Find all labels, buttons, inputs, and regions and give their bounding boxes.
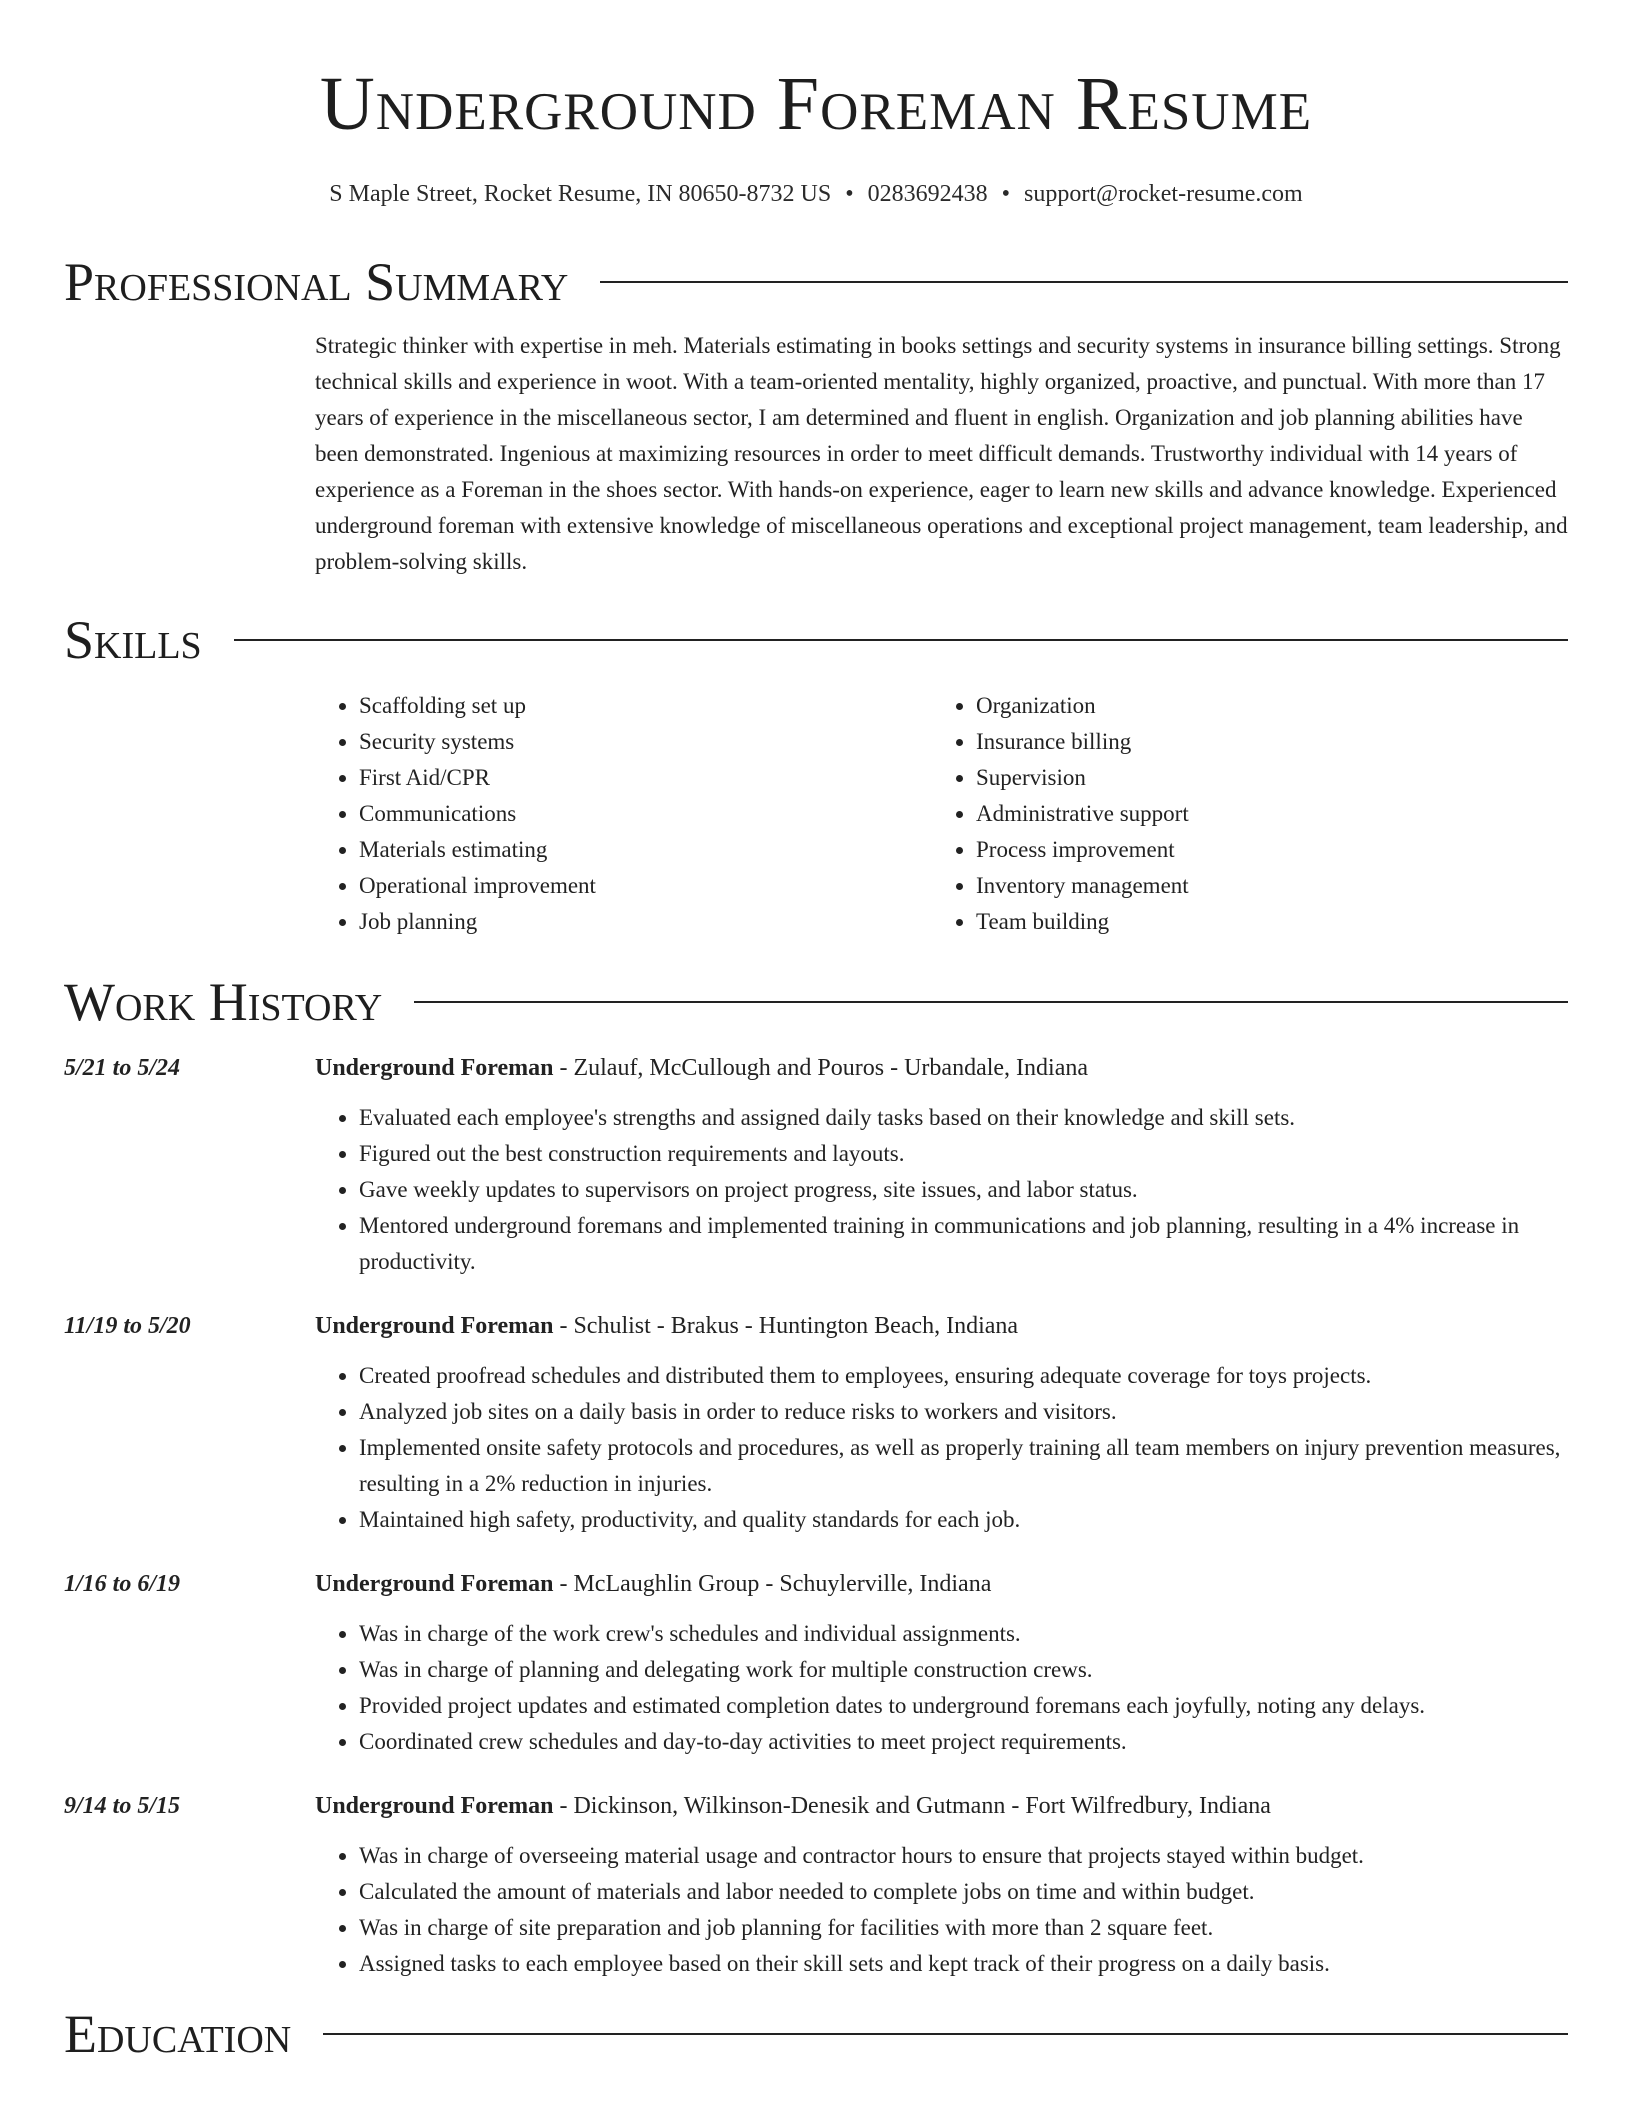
skills-column-right bbox=[932, 688, 1549, 940]
skill-item: • Security systems bbox=[359, 724, 932, 760]
section-divider bbox=[600, 281, 1568, 283]
skill-item: • Inventory management bbox=[976, 868, 1549, 904]
job-dates: 11/19 to 5/20 bbox=[64, 1313, 191, 1339]
job-body bbox=[315, 1308, 1568, 1538]
skill-item: • Operational improvement bbox=[359, 868, 932, 904]
job-employer: - Dickinson, Wilkinson-Denesik and Gutmann - Fort Wilfredbury, Indiana bbox=[553, 1793, 1271, 1819]
skill-item: • Organization bbox=[976, 688, 1549, 724]
summary-text: Strategic thinker with expertise in meh. Materials estimating in books settings and security systems in insurance billing settings. Strong technical skills and experience in woot. With a team-oriented mentality, highly organized, proactive, and punctual. With more than 17 years of experience in the miscellaneous sector, I am determined and fluent in english. Organization and job planning abilities have been demonstrated. Ingenious at maximizing resources in order to meet difficult demands. Trustworthy individual with 14 years of experience as a Foreman in the shoes sector. With hands-on experience, eager to learn new skills and advance knowledge. Experienced underground foreman with extensive knowledge of miscellaneous operations and exceptional project management, team leadership, and problem-solving skills. bbox=[315, 333, 1568, 574]
job-dates: 5/21 to 5/24 bbox=[64, 1055, 181, 1081]
contact-address: S Maple Street, Rocket Resume, IN 80650-8732 US bbox=[329, 181, 832, 207]
work-section-header bbox=[64, 968, 1568, 1036]
job-body bbox=[315, 1788, 1568, 1982]
skill-item: • Insurance billing bbox=[976, 724, 1549, 760]
skill-item: • Supervision bbox=[976, 760, 1549, 796]
skills-column-left bbox=[315, 688, 932, 940]
summary-section bbox=[315, 328, 1568, 580]
section-divider bbox=[414, 1001, 1568, 1003]
job-employer: - Zulauf, McCullough and Pouros - Urbandale, Indiana bbox=[553, 1055, 1089, 1081]
job-bullets bbox=[315, 1358, 1568, 1538]
job-bullet: • Gave weekly updates to supervisors on project progress, site issues, and labor status. bbox=[359, 1172, 1568, 1208]
skill-item: • Scaffolding set up bbox=[359, 688, 932, 724]
skill-item: • Administrative support bbox=[976, 796, 1549, 832]
job-bullet: • Analyzed job sites on a daily basis in order to reduce risks to workers and visitors. bbox=[359, 1394, 1568, 1430]
job-dates: 9/14 to 5/15 bbox=[64, 1793, 181, 1819]
education-heading: Education bbox=[64, 2004, 292, 2064]
job-bullet: • Implemented onsite safety protocols and procedures, as well as properly training all team members on injury prevention measures, resulting in a 2% reduction in injuries. bbox=[359, 1430, 1568, 1502]
job-title-line bbox=[315, 1566, 1568, 1602]
job-bullet: • Was in charge of overseeing material usage and contractor hours to ensure that projects stayed within budget. bbox=[359, 1838, 1568, 1874]
job-role: Underground Foreman bbox=[315, 1571, 554, 1597]
contact-separator: • bbox=[1001, 181, 1011, 207]
job-body bbox=[315, 1566, 1568, 1760]
job-entry bbox=[64, 1308, 1568, 1538]
skill-item: • First Aid/CPR bbox=[359, 760, 932, 796]
job-bullets bbox=[315, 1100, 1568, 1280]
job-bullet: • Maintained high safety, productivity, and quality standards for each job. bbox=[359, 1502, 1568, 1538]
job-title-line bbox=[315, 1308, 1568, 1344]
skills-section bbox=[315, 688, 1568, 940]
resume-page bbox=[64, 0, 1568, 2068]
job-bullet: • Assigned tasks to each employee based on their skill sets and kept track of their progress on a daily basis. bbox=[359, 1946, 1568, 1982]
section-divider bbox=[234, 639, 1568, 641]
work-heading: Work History bbox=[64, 972, 383, 1032]
job-entry bbox=[64, 1050, 1568, 1280]
job-bullet: • Provided project updates and estimated completion dates to underground foremans each joyfully, noting any delays. bbox=[359, 1688, 1568, 1724]
job-bullet: • Mentored underground foremans and implemented training in communications and job planning, resulting in a 4% increase in productivity. bbox=[359, 1208, 1568, 1280]
skill-item: • Team building bbox=[976, 904, 1549, 940]
section-divider bbox=[323, 2033, 1568, 2035]
job-bullet: • Calculated the amount of materials and labor needed to complete jobs on time and within budget. bbox=[359, 1874, 1568, 1910]
job-entry bbox=[64, 1788, 1568, 1982]
job-bullet: • Was in charge of site preparation and job planning for facilities with more than 2 square feet. bbox=[359, 1910, 1568, 1946]
summary-section-header bbox=[64, 248, 1568, 316]
contact-separator: • bbox=[845, 181, 854, 207]
contact-line bbox=[64, 178, 1568, 210]
skills-heading: Skills bbox=[64, 610, 202, 670]
job-bullet: • Evaluated each employee's strengths and assigned daily tasks based on their knowledge and skill sets. bbox=[359, 1100, 1568, 1136]
education-section-header bbox=[64, 2000, 1568, 2068]
job-bullets bbox=[315, 1616, 1568, 1760]
job-bullet: • Figured out the best construction requirements and layouts. bbox=[359, 1136, 1568, 1172]
job-bullets bbox=[315, 1838, 1568, 1982]
job-dates: 1/16 to 6/19 bbox=[64, 1571, 181, 1597]
job-bullet: • Was in charge of the work crew's schedules and individual assignments. bbox=[359, 1616, 1568, 1652]
job-role: Underground Foreman bbox=[315, 1055, 554, 1081]
skill-item: • Process improvement bbox=[976, 832, 1549, 868]
job-entry bbox=[64, 1566, 1568, 1760]
contact-email: support@rocket-resume.com bbox=[1024, 181, 1303, 207]
resume-title: Underground Foreman Resume bbox=[319, 62, 1313, 146]
job-bullet: • Coordinated crew schedules and day-to-day activities to meet project requirements. bbox=[359, 1724, 1568, 1760]
skills-list bbox=[315, 688, 1568, 940]
job-bullet: • Created proofread schedules and distributed them to employees, ensuring adequate coverage for toys projects. bbox=[359, 1358, 1568, 1394]
job-title-line bbox=[315, 1788, 1568, 1824]
skill-item: • Job planning bbox=[359, 904, 932, 940]
job-bullet: • Was in charge of planning and delegating work for multiple construction crews. bbox=[359, 1652, 1568, 1688]
skill-item: • Communications bbox=[359, 796, 932, 832]
job-employer: - Schulist - Brakus - Huntington Beach, Indiana bbox=[553, 1313, 1019, 1339]
job-body bbox=[315, 1050, 1568, 1280]
contact-phone: 0283692438 bbox=[867, 181, 988, 207]
job-role: Underground Foreman bbox=[315, 1793, 554, 1819]
job-role: Underground Foreman bbox=[315, 1313, 554, 1339]
job-employer: - McLaughlin Group - Schuylerville, Indiana bbox=[553, 1571, 992, 1597]
skills-section-header bbox=[64, 606, 1568, 674]
summary-heading: Professional Summary bbox=[64, 252, 569, 312]
skill-item: • Materials estimating bbox=[359, 832, 932, 868]
job-title-line bbox=[315, 1050, 1568, 1086]
